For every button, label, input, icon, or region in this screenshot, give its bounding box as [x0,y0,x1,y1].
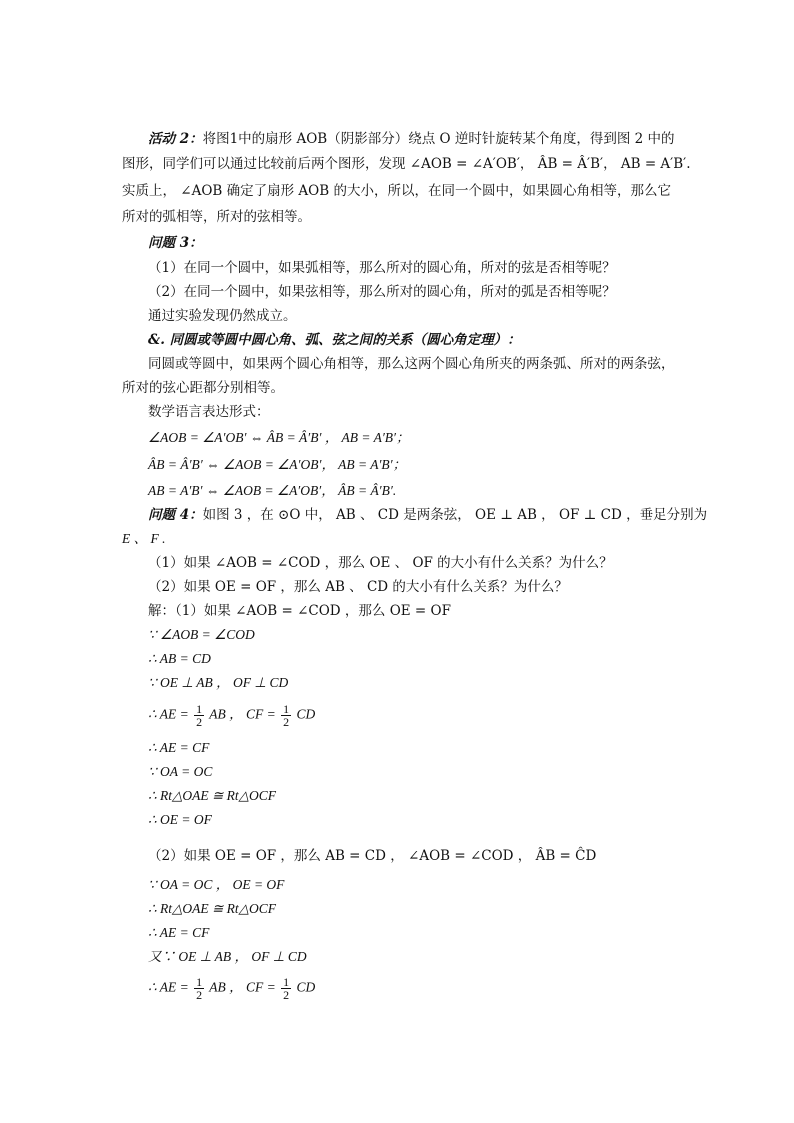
solution-step5: ∴ AE = CF [148,740,210,755]
fraction-one-half [194,976,204,1001]
solution-part2-intro: （2）如果 OE = OF ，那么 AB = CD ， ∠AOB = ∠COD ， ÂB = ĈD [148,848,597,864]
solution-part2-step5-b: AB ， CF = [209,979,276,995]
fraction-one-half [281,976,291,1001]
solution-part2-step5-a: ∴ AE = [148,979,189,995]
solution-step6: ∵ OA = OC [148,764,213,779]
solution-part1-intro: 解：（1）如果 ∠AOB = ∠COD ，那么 OE = OF [148,603,451,619]
question3-item2: （2）在同一个圆中，如果弦相等，那么所对的圆心角，所对的弧是否相等呢？ [148,284,616,300]
activity2-line1 [148,129,675,149]
fraction-numerator: 1 [196,702,203,716]
solution-part2-step2: ∴ Rt△OAE ≅ Rt△OCF [148,901,277,916]
fraction-one-half [194,703,204,728]
theorem-expr3: AB = A′B′ ⇔ ∠AOB = ∠A′OB′， ÂB = Â′B′. [148,483,397,498]
question4-stem1: 如图 3 ，在 ⊙O 中， AB 、 CD 是两条弦， OE ⊥ AB ， OF ⊥ CD ，垂足分别为 [202,507,708,523]
question3-heading: 问题 3： [148,235,203,251]
question4-line1 [148,505,707,525]
activity2-line2: 图形，同学们可以通过比较前后两个图形，发现 ∠AOB = ∠A′OB′， ÂB = Â′B′， AB = A′B′. [122,156,691,172]
fraction-denominator: 2 [283,715,290,729]
solution-step1: ∵ ∠AOB = ∠COD [148,627,255,642]
fraction-one-half [281,703,291,728]
solution-step4 [148,703,315,728]
activity2-line4: 所对的弧相等，所对的弦相等。 [122,209,311,225]
question3-conclusion: 通过实验发现仍然成立。 [148,308,297,324]
solution-step3: ∵ OE ⊥ AB ， OF ⊥ CD [148,675,289,690]
fraction-numerator: 1 [283,975,290,989]
question4-q2: （2）如果 OE = OF ，那么 AB 、 CD 的大小有什么关系？为什么？ [148,579,568,595]
solution-step4-a: ∴ AE = [148,706,189,722]
theorem-math-intro: 数学语言表达形式： [148,404,270,420]
solution-part2-step5 [148,976,315,1001]
solution-part2-step4: 又∵ OE ⊥ AB ， OF ⊥ CD [148,949,307,964]
solution-part2-step3: ∴ AE = CF [148,925,210,940]
fraction-numerator: 1 [196,975,203,989]
fraction-denominator: 2 [283,988,290,1002]
theorem-heading: &. 同圆或等圆中圆心角、弧、弦之间的关系（圆心角定理）： [148,332,521,348]
theorem-line2: 所对的弦心距都分别相等。 [122,380,284,396]
theorem-expr1: ∠AOB = ∠A′OB′ ⇔ ÂB = Â′B′ ， AB = A′B′； [148,430,410,445]
solution-step4-c: CD [296,706,316,722]
activity2-heading: 活动 2： [148,131,203,147]
question3-item1: （1）在同一个圆中，如果弧相等，那么所对的圆心角，所对的弦是否相等呢？ [148,260,616,276]
question4-q1: （1）如果 ∠AOB = ∠COD ，那么 OE 、 OF 的大小有什么关系？为什么？ [148,555,613,571]
solution-step7: ∴ Rt△OAE ≅ Rt△OCF [148,788,277,803]
solution-step2: ∴ AB = CD [148,651,211,666]
activity2-line3: 实质上， ∠AOB 确定了扇形 AOB 的大小，所以，在同一个圆中，如果圆心角相等，那么它 [122,183,671,199]
fraction-denominator: 2 [196,988,203,1002]
solution-part2-step5-c: CD [296,979,316,995]
question4-stem2: E 、 F . [122,531,166,546]
solution-step8: ∴ OE = OF [148,812,212,827]
question4-heading: 问题 4： [148,507,203,523]
theorem-expr2: ÂB = Â′B′ ⇔ ∠AOB = ∠A′OB′， AB = A′B′； [148,457,407,472]
solution-step4-b: AB ， CF = [209,706,276,722]
fraction-denominator: 2 [196,715,203,729]
activity2-text-1: 将图1中的扇形 AOB（阴影部分）绕点 O 逆时针旋转某个角度，得到图 2 中的 [202,131,675,147]
theorem-line1: 同圆或等圆中，如果两个圆心角相等，那么这两个圆心角所夹的两条弧、所对的两条弦， [148,356,675,372]
solution-part2-step1: ∵ OA = OC ， OE = OF [148,877,285,892]
fraction-numerator: 1 [283,702,290,716]
